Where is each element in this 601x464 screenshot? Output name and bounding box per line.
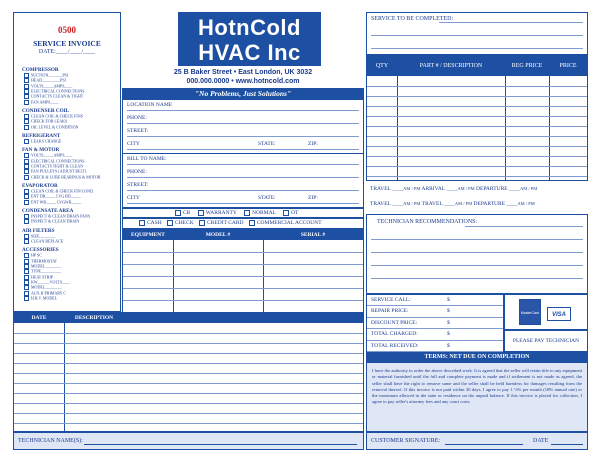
description-row-line[interactable] (14, 413, 363, 414)
location-city-label: CITY (127, 141, 140, 147)
equipment-table-header (123, 230, 363, 240)
checkbox-icon (24, 73, 29, 78)
description-row-line[interactable] (14, 373, 363, 374)
checkbox-icon (24, 234, 29, 239)
description-table-header (14, 313, 363, 323)
service-line[interactable] (371, 35, 583, 36)
payment-cards (504, 294, 588, 330)
checklist-item[interactable]: VOLTS_____AMPS____ (22, 153, 118, 158)
checkbox-icon (24, 114, 29, 119)
description-row-line[interactable] (14, 333, 363, 334)
total-row[interactable]: TOTAL RECEIVED: $ (367, 341, 503, 352)
service-to-complete (366, 12, 588, 55)
checklist-item[interactable]: ELECTRICAL CONNECTIONS (22, 89, 118, 94)
bill-to-section (122, 153, 364, 208)
checklist-item[interactable]: HEAD_________PSI (22, 78, 118, 83)
option-credit-card[interactable]: CREDIT CARD (199, 220, 243, 226)
checkbox-icon (24, 259, 29, 264)
header-equipment: EQUIPMENT (131, 232, 165, 238)
checklist-item[interactable]: SUCTION_______PSI (22, 73, 118, 78)
travel-row-1: TRAVEL ____AM / PM ARRIVAL ____AM / PM DEPARTURE ____AM / PM (370, 186, 538, 192)
location-state-label: STATE: (258, 141, 276, 147)
option-ot[interactable]: OT (283, 210, 298, 216)
total-row[interactable]: DISCOUNT PRICE: $ (367, 318, 503, 329)
header-part: PART # / DESCRIPTION (419, 63, 483, 69)
parts-row-line[interactable] (367, 126, 587, 127)
checklist-item[interactable]: INSPECT & CLEAN DRAIN (22, 219, 118, 224)
bill-to-name-label: BILL TO NAME: (127, 156, 167, 162)
location-name-label: LOCATION NAME (127, 102, 173, 108)
option-commercial-account[interactable]: COMMERCIAL ACCOUNT (249, 220, 322, 226)
checkbox-icon (24, 189, 29, 194)
row-line[interactable] (123, 288, 363, 289)
checklist-item[interactable]: CLEAN COIL & CHECK FIN COND. (22, 189, 118, 194)
terms-title: TERMS: NET DUE ON COMPLETION (366, 352, 588, 362)
invoice-title: SERVICE INVOICE (33, 39, 101, 48)
checkbox-icon (24, 139, 29, 144)
bill-to-phone-line[interactable] (127, 177, 359, 178)
company-phone-web: 000.000.0000 • www.hotncold.com (186, 78, 300, 85)
checklist-item[interactable]: H.R.V. MODEL (22, 296, 118, 301)
checklist-item[interactable]: TYPE__________ (22, 269, 118, 274)
parts-row-line[interactable] (367, 116, 587, 117)
checklist-section-title: CONDENSATE AREA (22, 207, 74, 214)
option-normal[interactable]: NORMAL (244, 210, 276, 216)
description-row-line[interactable] (14, 403, 363, 404)
checkbox-icon (24, 153, 29, 158)
checklist-section-title: ACCESSORIES (22, 247, 59, 254)
options-row-2 (122, 218, 364, 229)
recommendations-box (366, 214, 588, 294)
company-name-line2: HVAC Inc (198, 40, 301, 65)
bill-to-state-label: STATE: (258, 195, 276, 201)
location-phone-label: PHONE: (127, 115, 147, 121)
checklist-section-title: COMPRESSOR (22, 67, 59, 73)
recommendation-line[interactable] (465, 226, 583, 227)
recommendation-line[interactable] (371, 278, 583, 279)
checklist-item[interactable]: CONTACTS CLEAN & TIGHT (22, 94, 118, 99)
checklist-item[interactable]: SIZE________ (22, 234, 118, 239)
parts-row-line[interactable] (367, 106, 587, 107)
parts-table (366, 55, 588, 181)
checkbox-icon (24, 159, 29, 164)
location-city-line[interactable] (127, 149, 359, 150)
checkbox-icon (24, 169, 29, 174)
checkbox-icon (24, 214, 29, 219)
checkbox-icon (24, 94, 29, 99)
service-line[interactable] (439, 22, 583, 23)
location-name-line[interactable] (127, 110, 359, 111)
company-slogan: "No Problems, Just Solutions" (122, 88, 364, 99)
visa-icon: VISA (547, 307, 571, 321)
signature-date-line[interactable] (551, 444, 583, 445)
checklist-item[interactable]: FAN AMPS____ (22, 100, 118, 105)
checkbox-icon (24, 296, 29, 301)
service-line[interactable] (371, 48, 583, 49)
checklist-item[interactable]: ELECTRICAL CONNECTIONS (22, 159, 118, 164)
header-model: MODEL # (205, 232, 231, 238)
checkbox-icon (24, 194, 29, 199)
invoice-number: 0500 (58, 25, 76, 35)
header-reg-price: REG PRICE (511, 63, 543, 69)
bill-to-street-label: STREET: (127, 182, 149, 188)
checkbox-icon (24, 219, 29, 224)
checklist-item[interactable]: ENT DB_____ LVG BD_____ (22, 194, 118, 199)
service-title: SERVICE TO BE COMPLETED: (371, 16, 454, 22)
checklist-item[interactable]: MODEL________ (22, 285, 118, 290)
description-table (13, 312, 364, 432)
checkbox-icon (24, 84, 29, 89)
customer-signature-line[interactable] (445, 444, 523, 445)
please-pay-text: PLEASE PAY TECHNICIAN (512, 338, 580, 344)
checklist-panel (13, 12, 121, 312)
travel-row-2: TRAVEL ____AM / PM TRAVEL ____AM / PM DEPARTURE ____AM / PM (370, 201, 535, 207)
checklist-item[interactable]: CHECK & LUBE BEARINGS & MOTOR (22, 175, 118, 180)
checklist-item[interactable]: THERMOSTAT (22, 259, 118, 264)
totals-box (366, 294, 504, 352)
terms-text: I have the authority to order the above described work. It is agreed that the seller will retain title to any equipment or material furnished until the full and complete payment is made and if settlement is not made as agreed, the seller shall have the right to remove same and the seller shall be held harmless for damages resulting from the removal thereof. If this invoice is not paid within 30 days, I agree to pay 1 ½% per month (18% annual rate) or the maximum allowed in the state or residence on the unpaid balance. If this invoice is placed for collection, I agree to pay seller's attorney fees and any court costs. (372, 368, 582, 405)
checkbox-icon (199, 220, 205, 226)
description-row-line[interactable] (14, 363, 363, 364)
row-line[interactable] (123, 252, 363, 253)
recommendation-line[interactable] (371, 265, 583, 266)
options-row-1 (122, 208, 364, 218)
signature-row (366, 432, 588, 450)
checkbox-icon (283, 210, 289, 216)
checklist-section-title: AIR FILTERS (22, 227, 55, 234)
terms-text-box (366, 362, 588, 432)
description-row-line[interactable] (14, 353, 363, 354)
checkbox-icon (24, 275, 29, 280)
option-cash[interactable]: CASH (139, 220, 162, 226)
parts-row-line[interactable] (367, 136, 587, 137)
location-street-label: STREET: (127, 128, 149, 134)
location-zip-label: ZIP: (308, 141, 318, 147)
checklist-section-title: FAN & MOTOR (22, 147, 60, 154)
checkbox-icon (249, 220, 255, 226)
checklist-item[interactable]: KW______VOLTS____ (22, 280, 118, 285)
checkbox-icon (24, 119, 29, 124)
checklist-item[interactable]: HEAT STRIP (22, 275, 118, 280)
row-line[interactable] (123, 276, 363, 277)
checkbox-icon (139, 220, 145, 226)
checkbox-icon (24, 100, 29, 105)
header-qty: QTY (375, 63, 389, 69)
checkbox-icon (24, 280, 29, 285)
checkbox-icon (24, 175, 29, 180)
checklist-item[interactable]: FAN PULLEYS (ADJUST BELT) (22, 169, 118, 174)
technician-name-line[interactable] (84, 444, 357, 445)
checklist-item[interactable]: CLEAN COIL & CHECK FINS (22, 114, 118, 119)
location-section (122, 99, 364, 154)
checklist-item[interactable]: ENT WB_____ LVGWB_____ (22, 200, 118, 205)
bill-to-zip-label: ZIP: (308, 195, 318, 201)
customer-signature-label: CUSTOMER SIGNATURE: (371, 438, 441, 444)
recommendation-line[interactable] (371, 239, 583, 240)
checklist-item[interactable]: LEAKS CHARGE (22, 139, 118, 144)
checklist-item[interactable]: HP SC (22, 253, 118, 258)
description-row-line[interactable] (14, 423, 363, 424)
mastercard-icon: MasterCard (519, 299, 541, 325)
parts-row-line[interactable] (367, 166, 587, 167)
recommendation-line[interactable] (371, 252, 583, 253)
checklist-item[interactable]: VOLTS_____AMPS____ (22, 84, 118, 89)
parts-row-line[interactable] (367, 176, 587, 177)
option-warranty[interactable]: WARRANTY (198, 210, 237, 216)
total-row[interactable]: TOTAL CHARGED: $ (367, 329, 503, 340)
company-name-line1: HotnCold (198, 15, 301, 40)
bill-to-street-line[interactable] (127, 190, 359, 191)
location-street-line[interactable] (127, 136, 359, 137)
checkbox-icon (24, 125, 29, 130)
description-row-line[interactable] (14, 383, 363, 384)
row-line[interactable] (123, 264, 363, 265)
option-check[interactable]: CHECK (167, 220, 194, 226)
parts-row-line[interactable] (367, 146, 587, 147)
parts-row-line[interactable] (367, 96, 587, 97)
checklist (22, 64, 118, 301)
parts-lines[interactable] (367, 76, 587, 180)
description-row-line[interactable] (14, 343, 363, 344)
checkbox-icon (198, 210, 204, 216)
recommendations-label: TECHNICIAN RECOMMENDATIONS: (377, 219, 478, 225)
checkbox-icon (24, 285, 29, 290)
bill-to-city-line[interactable] (127, 203, 359, 204)
checklist-item[interactable]: INSPECT & CLEAN DRAIN PANS (22, 214, 118, 219)
header-serial: SERIAL # (300, 232, 326, 238)
checklist-section-title: CONDENSER COIL (22, 107, 70, 114)
checklist-item[interactable]: MODEL________ (22, 264, 118, 269)
parts-row-line[interactable] (367, 156, 587, 157)
checkbox-icon (24, 253, 29, 258)
total-row[interactable]: SERVICE CALL: $ (367, 295, 503, 306)
bill-to-phone-label: PHONE: (127, 169, 147, 175)
checkbox-icon (24, 291, 29, 296)
checklist-item[interactable]: CHECK FOR LEAKS (22, 119, 118, 124)
checkbox-icon (244, 210, 250, 216)
checklist-section-title: REFRIGERANT (22, 132, 61, 139)
bill-to-city-label: CITY (127, 195, 140, 201)
equipment-table (122, 229, 364, 313)
header-description: DESCRIPTION (74, 315, 114, 321)
option-cb[interactable]: CB (175, 210, 190, 216)
description-row-line[interactable] (14, 393, 363, 394)
checkbox-icon (24, 164, 29, 169)
checklist-item[interactable]: AUX H PRIMARY C (22, 291, 118, 296)
header-price: PRICE (559, 63, 577, 69)
checklist-item[interactable]: CONTACTS TIGHT & CLEAN (22, 164, 118, 169)
checkbox-icon (24, 239, 29, 244)
description-lines[interactable] (14, 323, 363, 431)
parts-row-line[interactable] (367, 86, 587, 87)
checklist-section-title: EVAPORATOR (22, 182, 58, 189)
signature-date-label: DATE (533, 438, 549, 444)
checkbox-icon (24, 89, 29, 94)
bill-to-name-line[interactable] (127, 164, 359, 165)
checkbox-icon (24, 264, 29, 269)
company-address: 25 B Baker Street • East London, UK 3032 (173, 69, 313, 76)
please-pay-box (504, 330, 588, 352)
company-logo (178, 12, 321, 66)
header-date: DATE (31, 315, 47, 321)
checkbox-icon (24, 269, 29, 274)
location-phone-line[interactable] (127, 123, 359, 124)
parts-table-header (367, 56, 587, 76)
row-line[interactable] (123, 300, 363, 301)
checkbox-icon (24, 200, 29, 205)
checkbox-icon (167, 220, 173, 226)
checklist-item[interactable]: OIL LEVEL & CONDITION (22, 125, 118, 130)
checkbox-icon (24, 78, 29, 83)
checklist-item[interactable]: CLEAN REPLACE (22, 239, 118, 244)
total-row[interactable]: REPAIR PRICE: $ (367, 306, 503, 317)
technician-name-label: TECHNICIAN NAME(S): (18, 438, 83, 444)
checkbox-icon (175, 210, 181, 216)
invoice-date: DATE:____/____/____ (38, 49, 96, 55)
technician-name-row (13, 432, 364, 450)
